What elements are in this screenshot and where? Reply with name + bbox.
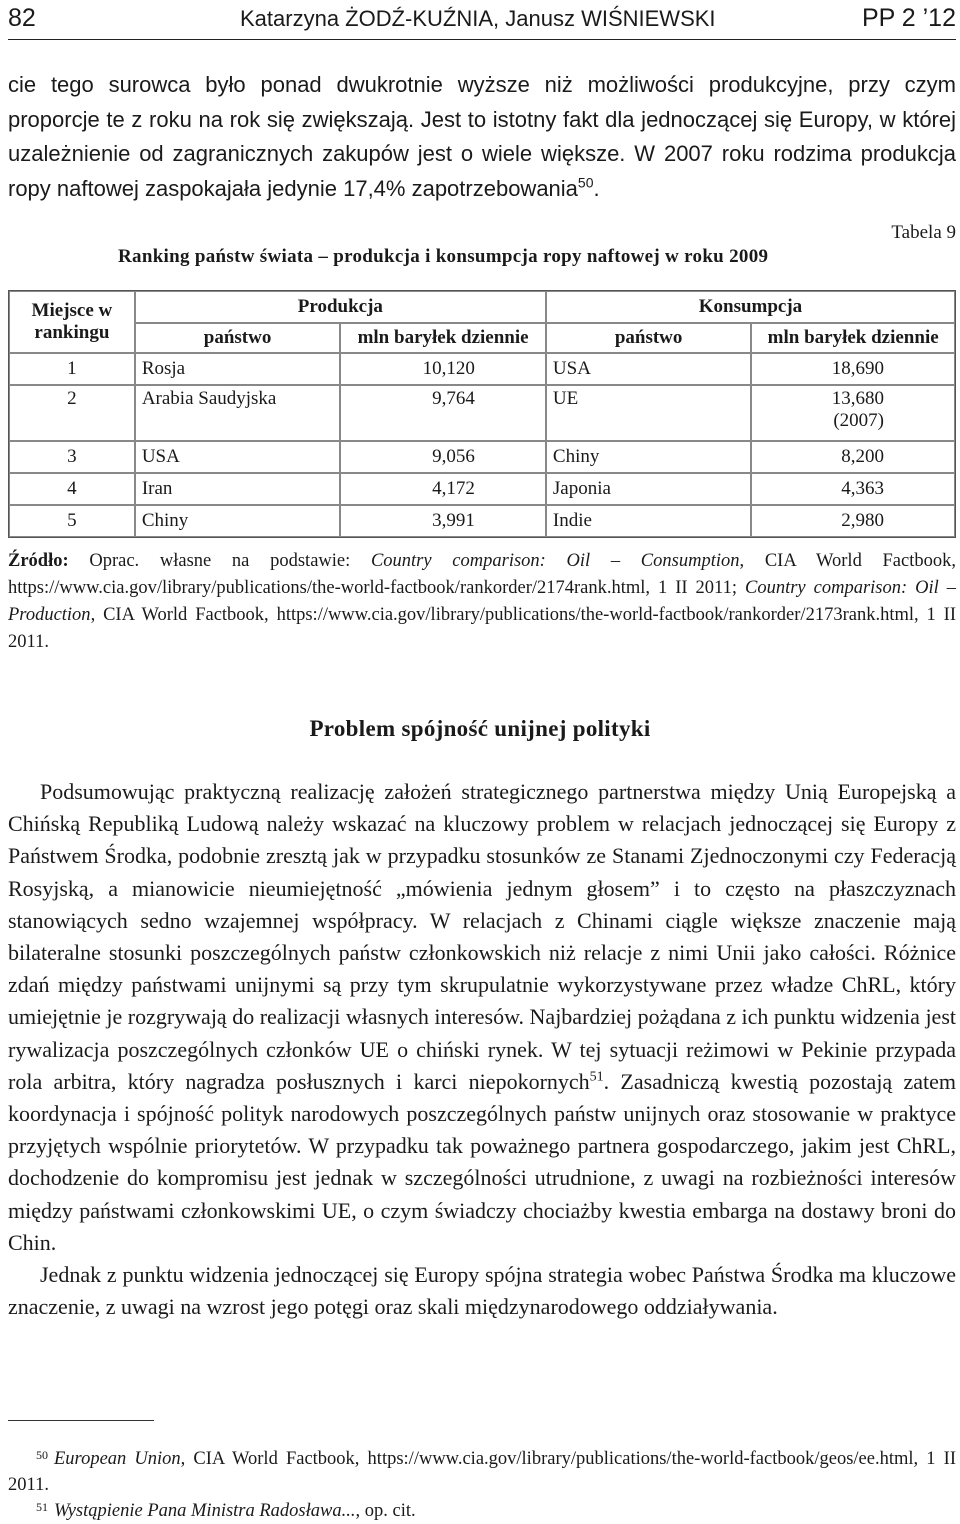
cell-rank: 5 bbox=[9, 505, 135, 537]
body-text bbox=[8, 776, 956, 1323]
header-production-country: państwo bbox=[135, 323, 340, 353]
footnote-title: Wystąpienie Pana Ministra Radosława... bbox=[54, 1501, 356, 1521]
source-part2: , CIA World Factbook, https://www.cia.gov/library/publications/the-world-factbook/rankorder/2174rank.html, 1 II 2011; bbox=[8, 551, 956, 598]
cell-production-country: Rosja bbox=[135, 353, 340, 385]
table-label: Tabela 9 bbox=[891, 222, 956, 243]
paragraph-1-text-b: . Zasadniczą kwestią pozostają zatem koordynacja i spójność polityk narodowych poszczególnych państw unijnych oraz stosowanie w praktyce przyjętych wspólnie priorytetów. W przypadku tak poważnego partnera gospodarczego, jakim jest ChRL, dochodzenie do kompromisu jest jednak w szczególności utrudnione, z uwagi na rozbieżności interesów między państwami członkowskimi UE, o czym świadczy chociażby kwestia embarga na dostawy broni do Chin. bbox=[8, 1068, 956, 1255]
cell-consumption-value bbox=[751, 385, 955, 441]
footnote-number: 50 bbox=[36, 1448, 48, 1462]
header-rule bbox=[8, 39, 956, 40]
table-row bbox=[9, 385, 955, 441]
footnote-title: European Union bbox=[54, 1449, 181, 1469]
cell-consumption-value: 2,980 bbox=[751, 505, 955, 537]
footnote-ref-51[interactable]: 51 bbox=[589, 1069, 604, 1085]
footnote-51 bbox=[8, 1498, 956, 1524]
table-row bbox=[9, 473, 955, 505]
table-title: Ranking państw świata – produkcja i konsumpcja ropy naftowej w roku 2009 bbox=[118, 246, 769, 267]
section-title: Problem spójność unijnej polityki bbox=[309, 716, 651, 741]
header-consumption-country: państwo bbox=[546, 323, 751, 353]
table-source-note bbox=[8, 548, 956, 656]
cell-rank: 3 bbox=[9, 441, 135, 473]
consumption-value: 13,680 bbox=[831, 388, 884, 409]
footnote-text: , CIA World Factbook, https://www.cia.gov/library/publications/the-world-factbook/geos/ee.html, 1 II 2011. bbox=[8, 1449, 956, 1495]
cell-production-value: 9,056 bbox=[340, 441, 546, 473]
footnote-50 bbox=[8, 1446, 956, 1498]
cell-production-country: Arabia Saudyjska bbox=[135, 385, 340, 441]
cell-consumption-country: Chiny bbox=[546, 441, 751, 473]
cell-rank: 4 bbox=[9, 473, 135, 505]
footnote-rule bbox=[8, 1420, 154, 1421]
cell-rank: 1 bbox=[9, 353, 135, 385]
cell-consumption-value: 18,690 bbox=[751, 353, 955, 385]
table-header-row-2 bbox=[9, 323, 955, 353]
header-production: Produkcja bbox=[135, 291, 546, 323]
header-production-barrels: mln baryłek dziennie bbox=[340, 323, 546, 353]
source-title1: Country comparison: Oil – Consumption bbox=[370, 551, 740, 571]
cell-production-value: 4,172 bbox=[340, 473, 546, 505]
source-part1: Oprac. własne na podstawie: bbox=[68, 551, 371, 571]
cell-rank: 2 bbox=[9, 385, 135, 441]
cell-consumption-value: 4,363 bbox=[751, 473, 955, 505]
running-header bbox=[8, 0, 956, 38]
table-row bbox=[9, 353, 955, 385]
paragraph-2: Jednak z punktu widzenia jednoczącej się Europy spójna strategia wobec Państwa Środka ma kluczowe znaczenie, z uwagi na wzrost jego potęgi oraz skali międzynarodowego oddziaływania. bbox=[8, 1262, 956, 1320]
intro-paragraph bbox=[8, 68, 956, 206]
cell-production-country: Iran bbox=[135, 473, 340, 505]
intro-text: cie tego surowca było ponad dwukrotnie wyższe niż możliwości produkcyjne, przy czym proporcje te z roku na rok się zwiększają. Jest to istotny fakt dla jednoczącej się Europy, w której uzależnienie od zagranicznych zakupów jest o wiele większe. W 2007 roku rodzima produkcja ropy naftowej zaspokajała jedynie 17,4% zapotrzebowania bbox=[8, 72, 956, 201]
running-header-authors: Katarzyna ŻODŹ-KUŹNIA, Janusz WIŚNIEWSKI bbox=[240, 6, 716, 31]
header-consumption-barrels: mln baryłek dziennie bbox=[751, 323, 955, 353]
cell-production-country: USA bbox=[135, 441, 340, 473]
source-title2: Country comparison: Oil – Production bbox=[8, 578, 956, 625]
footnote-ref-50[interactable]: 50 bbox=[577, 174, 594, 191]
cell-consumption-value: 8,200 bbox=[751, 441, 955, 473]
running-header-journal: PP 2 ’12 bbox=[861, 4, 956, 32]
cell-production-country: Chiny bbox=[135, 505, 340, 537]
table-row bbox=[9, 441, 955, 473]
intro-end: . bbox=[593, 175, 600, 201]
cell-consumption-country: UE bbox=[546, 385, 751, 441]
header-consumption: Konsumpcja bbox=[546, 291, 955, 323]
source-part3: , CIA World Factbook, https://www.cia.gov/library/publications/the-world-factbook/rankorder/2173rank.html, 1 II 2011. bbox=[8, 605, 956, 652]
paragraph-1-text-a: Podsumowując praktyczną realizację założeń strategicznego partnerstwa między Unią Europejską a Chińską Republiką Ludową należy wskazać na kluczowy problem w relacjach jednoczącej się Europy z Państwem Środka, podobnie zresztą jak w przypadku stosunków ze Stanami Zjednoczonymi czy Federacją Rosyjską, a mianowicie nieumiejętność „mówienia jednym głosem” i to często na płaszczyznach stanowiących sedno wzajemnej współpracy. W relacjach z Chinami ciągle większe znaczenie mają bilateralne stosunki poszczególnych państw członkowskich niż relacje z nimi Unii jako całości. Różnice zdań między państwami unijnymi są przy tym skrupulatnie wykorzystywane przez władze ChRL, który umiejętnie je rozgrywają do realizacji własnych interesów. Najbardziej pożądana z ich punktu widzenia jest rywalizacja poszczególnych członków UE o chiński rynek. W tej sytuacji reżimowi w Pekinie przypada rola arbitra, który nagradza posłusznych i karci niepokornych bbox=[8, 779, 956, 1094]
cell-consumption-country: USA bbox=[546, 353, 751, 385]
footnote-text: , op. cit. bbox=[355, 1501, 416, 1521]
cell-consumption-country: Indie bbox=[546, 505, 751, 537]
table-row bbox=[9, 505, 955, 537]
consumption-note: (2007) bbox=[833, 410, 884, 431]
paragraph-1 bbox=[8, 776, 956, 1259]
footnote-number: 51 bbox=[36, 1500, 48, 1514]
source-label: Źródło: bbox=[8, 551, 69, 571]
cell-production-value: 10,120 bbox=[340, 353, 546, 385]
header-rank: Miejsce w rankingu bbox=[9, 291, 135, 353]
table-header-row-1 bbox=[9, 291, 955, 323]
oil-ranking-table bbox=[8, 290, 956, 538]
cell-production-value: 9,764 bbox=[340, 385, 546, 441]
page-number: 82 bbox=[8, 4, 36, 32]
cell-production-value: 3,991 bbox=[340, 505, 546, 537]
cell-consumption-country: Japonia bbox=[546, 473, 751, 505]
